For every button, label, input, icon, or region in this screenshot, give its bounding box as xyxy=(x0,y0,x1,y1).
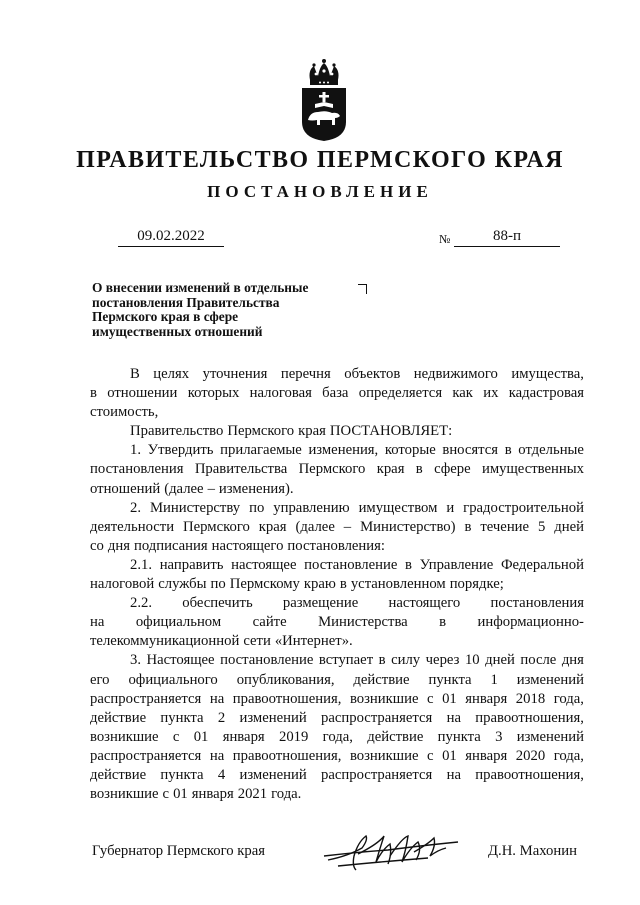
subject-line: Пермского края в сфере xyxy=(92,309,239,325)
handwritten-signature-icon xyxy=(318,826,468,876)
body-line: в отношении которых налоговая база определяется как их кадастровая xyxy=(90,385,584,402)
body-line: 3. Настоящее постановление вступает в силу через 10 дней после дня xyxy=(130,652,584,669)
body-line: налоговой службы по Пермскому краю в установленном порядке; xyxy=(90,576,504,593)
body-line: распространяется на правоотношения, возникшие с 01 января 2018 года, xyxy=(90,690,584,707)
body-line: деятельности Пермского края (далее – Министерство) в течение 5 дней xyxy=(90,518,584,535)
body-line: на официальном сайте Министерства в информационно- xyxy=(90,614,584,631)
body-line: постановления Правительства Пермского края в сфере имущественных xyxy=(90,461,584,478)
body-line: стоимость, xyxy=(90,404,159,421)
document-date: 09.02.2022 xyxy=(118,227,224,247)
body-line: со дня подписания настоящего постановления: xyxy=(90,537,385,554)
body-line: возникшие с 01 января 2021 года. xyxy=(90,786,302,803)
subject-line: имущественных отношений xyxy=(92,323,263,339)
signatory-title: Губернатор Пермского края xyxy=(92,843,266,859)
document-body xyxy=(90,365,584,804)
document-subject xyxy=(92,281,352,339)
subject-line: постановления Правительства xyxy=(92,294,280,310)
body-line: действие пункта 2 изменений распространяется на правоотношения, xyxy=(90,709,584,726)
body-line: 2.2. обеспечить размещение настоящего постановления xyxy=(130,595,584,612)
body-line: телекоммуникационной сети «Интернет». xyxy=(90,633,353,650)
body-line: В целях уточнения перечня объектов недвижимого имущества, xyxy=(130,366,584,382)
body-line: действие пункта 4 изменений распространяется на правоотношения, xyxy=(90,766,584,783)
number-sign: № xyxy=(439,232,451,246)
body-line: распространяется на правоотношения, возникшие с 01 января 2020 года, xyxy=(90,747,584,764)
body-line: 2. Министерству по управлению имуществом и градостроительной xyxy=(130,499,584,516)
document-number: 88-п xyxy=(454,227,560,247)
body-line: 1. Утвердить прилагаемые изменения, которые вносятся в отдельные xyxy=(130,442,584,459)
body-line: 2.1. направить настоящее постановление в Управление Федеральной xyxy=(130,556,584,573)
body-line: его официального опубликования, действие пункта 1 изменений xyxy=(90,671,584,688)
government-title: ПРАВИТЕЛЬСТВО ПЕРМСКОГО КРАЯ xyxy=(76,147,564,173)
corner-bracket-mark xyxy=(358,284,367,294)
document-type: ПОСТАНОВЛЕНИЕ xyxy=(207,182,433,201)
signatory-name: Д.Н. Махонин xyxy=(488,843,577,859)
body-line: Правительство Пермского края ПОСТАНОВЛЯЕТ: xyxy=(130,423,453,440)
subject-line: О внесении изменений в отдельные xyxy=(92,280,309,295)
coat-of-arms-icon xyxy=(298,58,350,142)
body-line: возникшие с 01 января 2019 года, действие пункта 3 изменений xyxy=(90,728,584,745)
body-line: отношений (далее – изменения). xyxy=(90,480,294,497)
